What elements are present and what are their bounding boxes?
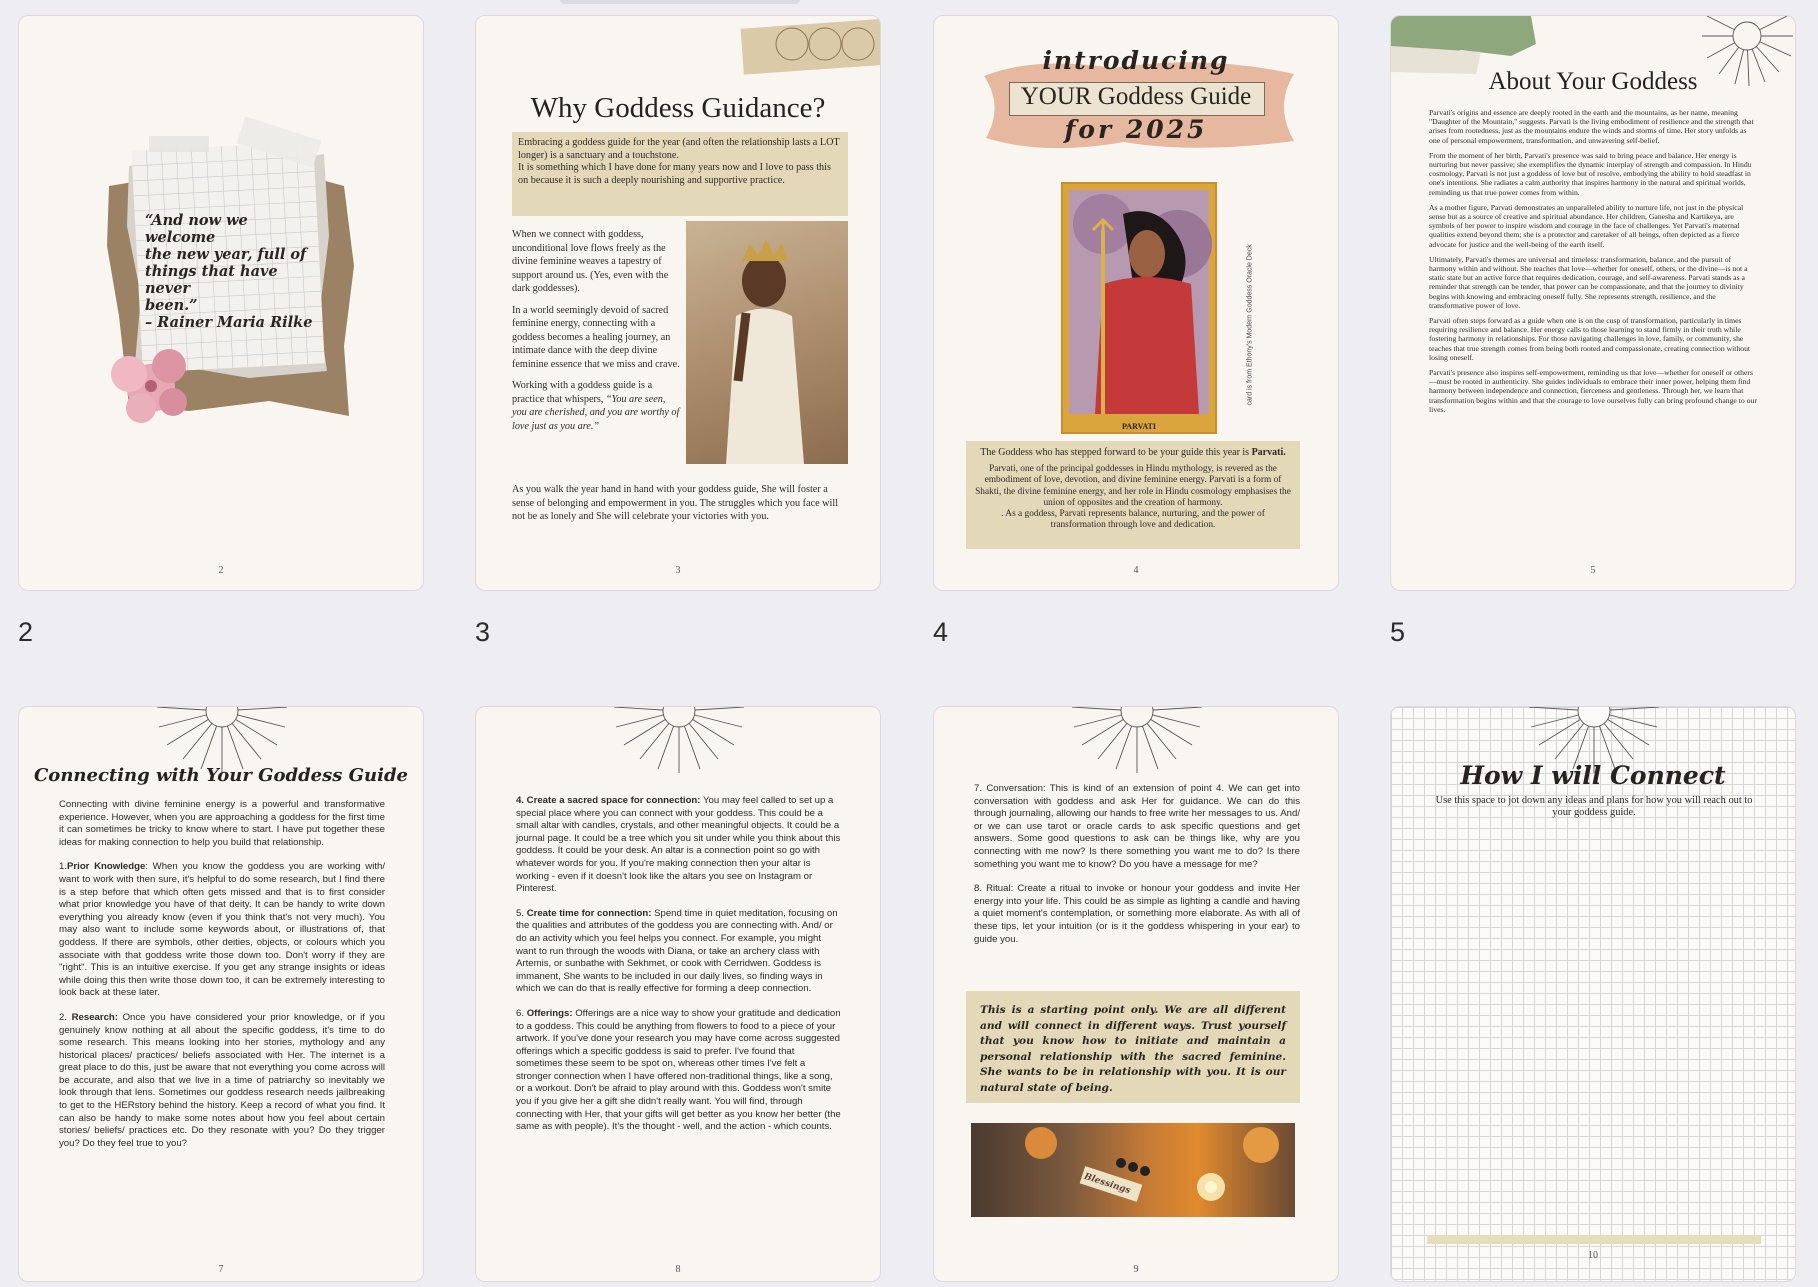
section-heading: Research: bbox=[71, 1011, 118, 1023]
page-number: 7 bbox=[218, 1264, 224, 1275]
paragraph bbox=[516, 908, 842, 996]
goddess-photo bbox=[686, 221, 848, 464]
section-heading: 4. Create a sacred space for connection: bbox=[516, 795, 701, 806]
paragraph: Ultimately, Parvati's themes are universal and timeless: transformation, balance, and the pursuit of harmony within and without. She teaches that love—whether for oneself, others, or the divine—is not a static state but an active force that requires dedication, courage, and self-awareness. Parvati stands as a reminder that strength can be tender, that power can be compassionate, and that the journey to divinity begins with knowing and embracing oneself fully. She represents strength, resilience, and the transformative power of love. bbox=[1429, 254, 1748, 310]
page-thumbnail-7[interactable] bbox=[18, 706, 424, 1282]
intro-line: Embracing a goddess guide for the year (and often the relationship lasts a LOT longer) is a sanctuary and a touchstone. bbox=[518, 137, 840, 161]
starting-point-box bbox=[966, 991, 1300, 1103]
page-number: 3 bbox=[675, 565, 681, 576]
page-number: 5 bbox=[1590, 565, 1596, 576]
section-number: 5. bbox=[516, 907, 525, 919]
left-column bbox=[512, 228, 682, 441]
paragraph: 8. Ritual: Create a ritual to invoke or honour your goddess and invite Her energy into your life. This could be as simple as lighting a candle and having a quiet moment's contemplation, or something more elaborate. As with all of these tips, let your intuition (or is it the goddess whispering in your ear) to guide you. bbox=[974, 883, 1300, 945]
rilke-quote bbox=[145, 212, 315, 331]
page-number: 10 bbox=[1588, 1250, 1598, 1261]
page-title: How I will Connect bbox=[1460, 761, 1726, 790]
section-text: You may feel called to set up a special place where you can connect with your goddess. This could be a small altar with candles, crystals, and other meaningful objects. It could be a journal page. It could be a tree which you sit under while you think about this goddess. It could be your desk. An altar is a connection point so go with whatever words for you. If you're making connection then your altar is working - even if it doesn't look like the altars you see on Instagram or Pinterest. bbox=[516, 795, 841, 895]
oracle-card bbox=[1061, 182, 1217, 434]
sunburst-icon bbox=[1064, 706, 1210, 773]
paragraph: When we connect with goddess, unconditional love flows freely as the divine feminine weaves a tapestry of support around us. (Yes, even with the dark goddesses). bbox=[512, 229, 669, 294]
page-title: About Your Goddess bbox=[1488, 68, 1698, 95]
sunburst-icon bbox=[149, 706, 295, 773]
footer-bar bbox=[1427, 1235, 1761, 1244]
altar-illustration bbox=[971, 1123, 1295, 1217]
moon-phases-decoration bbox=[720, 16, 880, 76]
intro-heading-line2: YOUR Goddess Guide bbox=[1020, 83, 1252, 110]
page-thumbnail-9[interactable] bbox=[933, 706, 1339, 1282]
paragraph bbox=[512, 379, 682, 433]
blessings-tag: Blessings bbox=[1082, 1171, 1132, 1197]
page-number: 9 bbox=[1133, 1264, 1139, 1275]
card-credit: card is from Ethony's Modern Goddess Oracle Deck bbox=[1246, 244, 1254, 406]
guide-description: Parvati, one of the principal goddesses in Hindu mythology, is revered as the embodiment of love, devotion, and divine feminine energy. Parvati is a form of Shakti, the divine feminine energy, and her role in Hindu cosmology emphasises the union of opposites and the creation of harmony. bbox=[975, 464, 1291, 508]
intro-heading-line3: for 2025 bbox=[1064, 115, 1208, 144]
closing-paragraph: As you walk the year hand in hand with your goddess guide, She will foster a sense of belonging and empowerment in you. The struggles which you face will not be as lonely and She will celebrate your victories with you. bbox=[512, 484, 839, 522]
section-number: 1. bbox=[59, 861, 68, 873]
parvati-illustration bbox=[1063, 184, 1215, 432]
section-text: Once you have considered your prior knowledge, or if you genuinely know nothing at all about the specific goddess, it's time to do some research. This means looking into her stories, mythology and any historical places/ practices/ beliefs associated with Her. The internet is a great place to do this, just be aware that not everything you come across will be accurate, and also that we live in a time of patriarchy so inevitably we look through that lens. Sometimes our goddess research needs jailbreaking to get to the HERstory behind the history. Keep a record of what you find. It can also be handy to make some notes about how you feel about certain stories/ beliefs/ practices etc. Do they resonate with you? Do they trigger you? Do they feel true to you? bbox=[59, 1011, 385, 1149]
paragraph: In a world seemingly devoid of sacred feminine energy, connecting with a goddess becomes a healing journey, an intimate dance with the deep divine feminine essence that we miss and crave. bbox=[512, 304, 680, 370]
paragraph bbox=[516, 1008, 842, 1134]
intro-box bbox=[512, 132, 848, 216]
sunburst-icon bbox=[606, 706, 752, 773]
paragraph: 7. Conversation: This is kind of an extension of point 4. We can get into conversation with goddess and ask Her for guidance. We can do this through journaling, allowing our hands to free write her messages to us. And/ or we can use tarot or oracle cards to ask specific questions and get answers. Some good questions to ask can be things like, why are you connecting with me now? Is there something you want me to do? Is there something you want me to know? Do you have a message for me? bbox=[974, 783, 1300, 870]
intro-heading-line1: introducing bbox=[1042, 46, 1230, 75]
section-heading: Offerings: bbox=[526, 1007, 573, 1019]
paragraph: Connecting with divine feminine energy is a powerful and transformative experience. However, when you are approaching a goddess for the first time it can sometimes be tricky to know where to start. I have put together these ideas for making connection to help you build that relationship. bbox=[59, 799, 385, 848]
paragraph: Parvati's origins and essence are deeply rooted in the earth and the mountains, as her name, meaning "Daughter of the Mountain," suggests. Parvati is the living embodiment of resilience and the strength that arises from rootedness, just as the mountains endure the winds and storms of time. Her story unfolds as one of personal empowerment, transformation, and unwavering self-belief. bbox=[1429, 108, 1754, 145]
connecting-body bbox=[59, 799, 385, 1158]
page-thumbnail-8[interactable] bbox=[475, 706, 881, 1282]
guide-description: . As a goddess, Parvati represents balance, nurturing, and the power of transformation through love and dedication. bbox=[1001, 509, 1265, 531]
section-heading: Create time for connection: bbox=[526, 907, 652, 919]
section-text: Offerings are a nice way to show your gratitude and dedication to a goddess. This could be anything from flowers to food to a piece of your artwork. If you've done your research you may have come across suggested offerings which a specific goddess is said to prefer. I've found that sometimes these seem to be spot on, whereas other times I've felt a stronger connection when I have offered non-traditional things, like a song, or a workout. Don't be afraid to play around with this. Goddess won't smite you if you give her a gift she didn't really want. You will find, through connecting with Her, that your gifts will get better as you know her better (the same as with people). It's the thought - well, and the action - which counts. bbox=[516, 1007, 841, 1133]
section-number: 6. bbox=[516, 1007, 525, 1019]
paragraph: Parvati's presence also inspires self-empowerment, reminding us that love—whether for oneself or others—must be rooted in authenticity. She guides individuals to embrace their inner power, helping them find harmony between independence and connection, fierceness and gentleness. Through her, we learn that transformation begins within and that the courage to love ourselves fully can bring profound change to our lives. bbox=[1429, 368, 1757, 414]
page-label: 4 bbox=[933, 617, 949, 647]
card-name: PARVATI bbox=[1122, 422, 1156, 431]
page-number: 2 bbox=[218, 565, 224, 576]
intro-line: It is something which I have done for many years now and I love to pass this on because it is such a deeply nourishing and supportive practice. bbox=[518, 162, 831, 186]
section-heading: Prior Knowledge bbox=[67, 861, 146, 873]
page-thumbnail-2[interactable] bbox=[18, 15, 424, 591]
section-text: : When you know the goddess you are working with/ want to work with then sure, it's helpful to do some research, but I find there is a step before that which often gets missed and that is to first consider what prior knowledge you have of that deity. It can be handy to write down everything you already know (even if you think that's not very much). You may also want to include some keywords about, or illustrations of, that goddess. If there are symbols, other deities, objects, or colours which you associate with that goddess write those down too. Don't worry if they are "right". This is an intuitive exercise. If you get any strange insights or ideas while doing this then write those down too, it can be extremely interesting to look back at these later. bbox=[59, 861, 385, 999]
page-thumbnail-10[interactable] bbox=[1390, 706, 1796, 1282]
section-number: 2. bbox=[59, 1011, 68, 1023]
announce-line bbox=[974, 447, 1292, 458]
page-thumbnail-3[interactable] bbox=[475, 15, 881, 591]
announce-text: The Goddess who has stepped forward to be your guide this year is bbox=[980, 447, 1250, 458]
quote-line: the new year, full of bbox=[145, 246, 307, 263]
paragraph: From the moment of her birth, Parvati's presence was said to bring peace and balance. Her energy is nurturing but never passive; she exemplifies the dynamic interplay of strength and compassion. In Hindu cosmology, Parvati is not just a goddess of love but of resolve, embodying the ability to hold steadfast in one's intentions. She radiates a calm authority that inspires harmony in the natural and spiritual worlds, reminding us that true power comes from within. bbox=[1429, 150, 1752, 197]
quote-line: things that have never bbox=[145, 263, 278, 297]
intro-text bbox=[512, 132, 848, 192]
page-thumbnail-4[interactable] bbox=[933, 15, 1339, 591]
whisper-quote: “You are seen, you are cherished, and you are worthy of love just as you are.” bbox=[512, 393, 680, 432]
paragraph: Parvati often steps forward as a guide when one is on the cusp of transformation, particularly in times requiring resilience and balance. Her energy calls to those learning to stand firmly in their truth while fostering harmony in relationships. For those navigating challenges in love, family, or community, she teaches that true strength comes from being both rooted and compassionate, creating connection without losing oneself. bbox=[1429, 316, 1751, 362]
section-text: Spend time in quiet meditation, focusing on the qualities and attributes of the goddess you are connecting with. And/ or do an activity which you feel helps you connect. For example, you might want to run through the woods with Diana, or take an archery class with Artemis, or sunbathe with Sekhmet, or cook with Cerridwen. Goddess is immanent, She wants to be included in our daily lives, so finding ways in which we can do that is really effective for forming a deep connection. bbox=[516, 907, 838, 995]
blessings-altar-photo bbox=[971, 1123, 1295, 1217]
quote-line: – Rainer Maria Rilke bbox=[145, 314, 313, 331]
page-subtitle: Use this space to jot down any ideas and plans for how you will reach out to your goddess guide. bbox=[1435, 795, 1753, 818]
page-thumbnail-5[interactable] bbox=[1390, 15, 1796, 591]
green-paint-decoration bbox=[1391, 16, 1541, 76]
guide-description-box bbox=[966, 441, 1300, 549]
connection-steps-body bbox=[516, 795, 842, 1142]
quote-line: been.” bbox=[145, 297, 198, 314]
paragraph-text: Working with a goddess guide is a practice that whispers, bbox=[512, 380, 653, 405]
top-scroll-indicator bbox=[560, 0, 800, 4]
page-number: 8 bbox=[675, 1264, 681, 1275]
page-title: Connecting with Your Goddess Guide bbox=[33, 765, 408, 786]
page-label: 5 bbox=[1390, 617, 1406, 647]
paragraph: As a mother figure, Parvati demonstrates an unparalleled ability to nurture life, not just in the physical sense but as a source of creative and spiritual abundance. Her children, Ganesha and Kartikeya, are symbols of her power to inspire wisdom and courage in the face of challenges. Yet Parvati's maternal qualities extend beyond them; she is a protector and caretaker of all beings, often depicted as a fierce advocate for justice and the well-being of the earth itself. bbox=[1429, 202, 1744, 249]
goddess-name: Parvati. bbox=[1251, 447, 1286, 458]
about-body bbox=[1429, 108, 1759, 414]
paragraph bbox=[59, 861, 385, 1000]
starting-point-text: This is a starting point only. We are all different and will connect in different ways. Trust yourself that you know how to initiate and maintain a personal relationship with the sacred feminine. She wants to be in relationship with you. It is our natural state of being. bbox=[980, 1004, 1286, 1094]
page-label: 3 bbox=[475, 617, 491, 647]
page-label: 2 bbox=[18, 617, 34, 647]
paragraph bbox=[516, 795, 842, 896]
woman-figure-illustration bbox=[686, 221, 848, 464]
conversation-ritual-body bbox=[974, 783, 1300, 954]
page-number: 4 bbox=[1133, 565, 1139, 576]
page-title: Why Goddess Guidance? bbox=[530, 92, 826, 124]
paragraph bbox=[59, 1012, 385, 1151]
quote-line: “And now we welcome bbox=[145, 212, 248, 246]
